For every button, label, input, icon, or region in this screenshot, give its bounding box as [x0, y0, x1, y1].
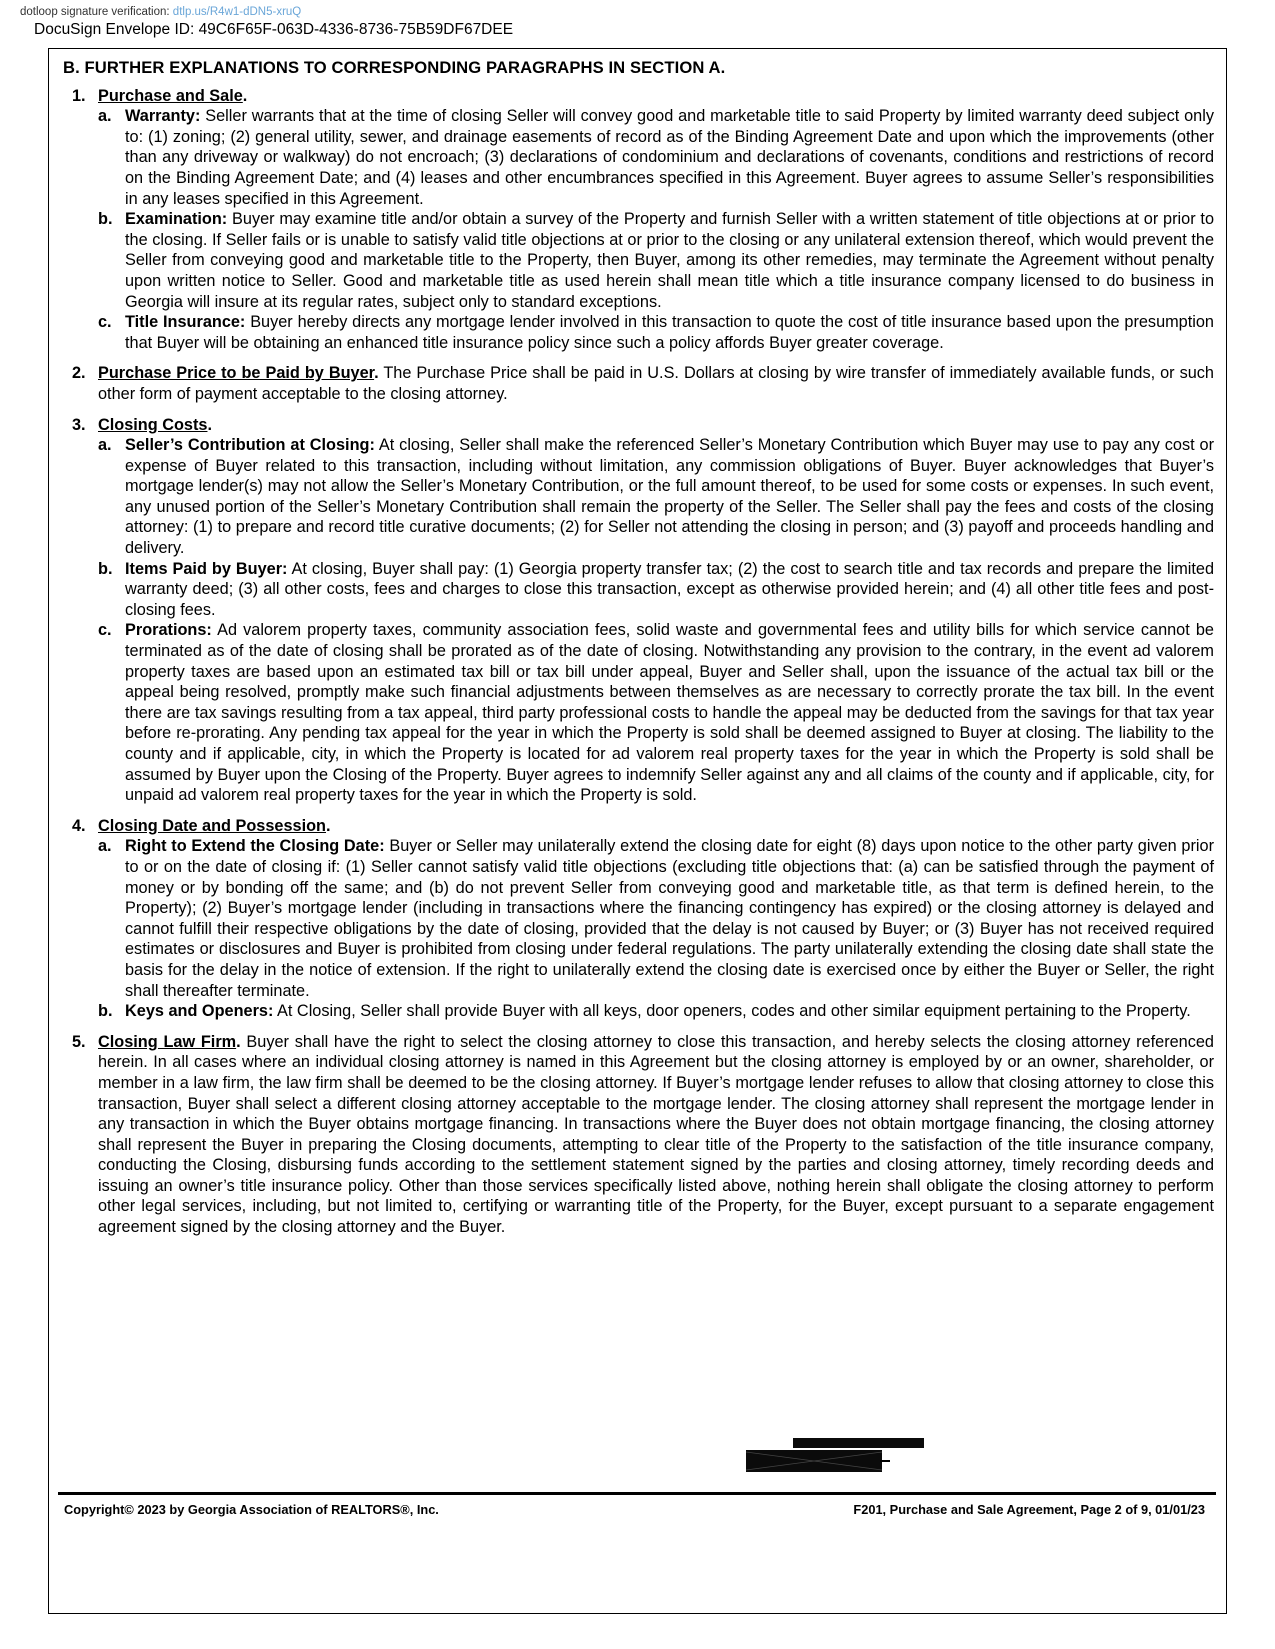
subparagraph-3a: a. Seller’s Contribution at Closing: At closing, Seller shall make the referenced Seller’s Monetary Contribution which Buyer may use to pay any cost or expense of Buyer related to this transaction, including without limitation, any commission obligations of Buyer. Buyer acknowledges that Buyer’s mortgage lender(s) may not allow the Seller’s Monetary Contribution, or the full amount thereof, to be used for some costs or expenses. In such event, any unused portion of the Seller’s Monetary Contribution shall remain the property of the Seller. The Seller shall pay the fees and costs of the closing attorney: (1) to prepare and record title curative documents; (2) for Seller not attending the closing in person; and (3) payoff and proceeds handling and delivery. [98, 436, 1214, 558]
paragraph-5: 5. Closing Law Firm. Buyer shall have the right to select the closing attorney to close this transaction, and hereby selects the closing attorney referenced herein. In all cases where an individual closing attorney is named in this Agreement but the closing attorney is employed by or an owner, shareholder, or member in a law firm, the law firm shall be deemed to be the closing attorney. If Buyer’s mortgage lender refuses to allow that closing attorney to close this transaction, Buyer shall select a different closing attorney acceptable to the mortgage lender. The closing attorney shall represent the mortgage lender in any transaction in which the Buyer obtains mortgage financing. In transactions where the Buyer does not obtain mortgage financing, the closing attorney shall represent the Buyer in preparing the Closing documents, attempting to clear title of the Property to the satisfaction of the title insurance company, conducting the Closing, disbursing funds according to the settlement statement signed by the parties and closing attorney, timely recording deeds and issuing an owner’s title insurance policy. Other than those services specifically listed above, nothing herein shall obligate the closing attorney to perform other legal services, including, but not limited to, certifying or warranting title of the Property, for the Buyer, except pursuant to a separate engagement agreement signed by the closing attorney and the Buyer. [62, 1032, 1214, 1238]
subparagraph-4a: a. Right to Extend the Closing Date: Buyer or Seller may unilaterally extend the closing date for eight (8) days upon notice to the other party given prior to or on the date of closing if: (1) Seller cannot satisfy valid title objections (excluding title objections that: (a) can be satisfied through the payment of money or by bonding off the same; and (b) do not prevent Seller from conveying good and marketable title, as that term is defined herein, to the Property); (2) Buyer’s mortgage lender (including in transactions where the financing contingency has expired) or the closing attorney is delayed and cannot fulfill their respective obligations by the date of closing, provided that the delay is not caused by Buyer; or (3) Buyer has not received required estimates or disclosures and Buyer is prohibited from closing under federal regulations. The party unilaterally extending the closing date shall state the basis for the delay in the notice of extension. If the right to unilaterally extend the closing date is exercised once by either the Buyer or Seller, the right shall thereafter terminate. [98, 837, 1214, 1000]
paragraph-number: 4. [72, 816, 86, 835]
paragraph-title: Closing Law Firm [98, 1032, 237, 1051]
footer-copyright: Copyright© 2023 by Georgia Association of REALTORS®, Inc. [64, 1502, 439, 1517]
paragraph-number: 3. [72, 415, 86, 434]
dotloop-verification [20, 6, 301, 18]
verification-link[interactable]: dtlp.us/R4w1-dDN5-xruQ [172, 6, 302, 18]
document-body [62, 58, 1214, 1238]
verification-prefix: dotloop signature verification: [20, 6, 173, 18]
section-title: B. FURTHER EXPLANATIONS TO CORRESPONDING PARAGRAPHS IN SECTION A. [63, 58, 726, 77]
docusign-envelope-id: DocuSign Envelope ID: 49C6F65F-063D-4336-8736-75B59DF67DEE [34, 21, 514, 38]
paragraph-number: 5. [72, 1032, 86, 1051]
subparagraph-1a: a. Warranty: Seller warrants that at the time of closing Seller will convey good and marketable title to said Property by limited warranty deed subject only to: (1) zoning; (2) general utility, sewer, and drainage easements of record as of the Binding Agreement Date and upon which the improvements (other than any driveway or walkway) do not encroach; (3) declarations of condominium and declarations of covenants, conditions and restrictions of record on the Binding Agreement Date; and (4) leases and other encumbrances specified in this Agreement. Buyer agrees to assume Seller’s responsibilities in any leases specified in this Agreement. [98, 107, 1214, 208]
subparagraph-3c: c. Prorations: Ad valorem property taxes, community association fees, solid waste and governmental fees and utility bills for which service cannot be terminated as of the date of closing shall be prorated as of the date of closing. Notwithstanding any provision to the contrary, in the event ad valorem property taxes are based upon an estimated tax bill or tax bill under appeal, Buyer and Seller shall, upon the issuance of the actual tax bill or the appeal being resolved, promptly make such financial adjustments between themselves as are necessary to correctly prorate the tax bill. In the event there are tax savings resulting from a tax appeal, third party professional costs to handle the appeal may be deducted from the savings for that tax year before re-prorating. Any pending tax appeal for the year in which the Property is sold shall be deemed assigned to Buyer at closing. The liability to the county and if applicable, city, in which the Property is located for ad valorem real property taxes for the year in which the Property is sold shall be assumed by Buyer upon the Closing of the Property. Buyer agrees to indemnify Seller against any and all claims of the county and if applicable, city, for unpaid ad valorem real property taxes for the year in which the Property is sold. [98, 621, 1214, 805]
redacted-initials-bar [793, 1438, 924, 1448]
paragraph-title: Purchase and Sale [98, 86, 243, 105]
paragraph-3: 3. Closing Costs. a. Seller’s Contribution at Closing: At closing, Seller shall make the referenced Seller’s Monetary Contribution which Buyer may use to pay any cost or expense of Buyer related to this transaction, including without limitation, any commission obligations of Buyer. Buyer acknowledges that Buyer’s mortgage lender(s) may not allow the Seller’s Monetary Contribution, or the full amount thereof, to be used for some costs or expenses. In such event, any unused portion of the Seller’s Monetary Contribution shall remain the property of the Seller. The Seller shall pay the fees and costs of the closing attorney: (1) to prepare and record title curative documents; (2) for Seller not attending the closing in person; and (3) payoff and proceeds handling and delivery. b. Items Paid by Buyer: At closing, Buyer shall pay: (1) Georgia property transfer tax; (2) the cost to search title and tax records and prepare the limited warranty deed; (3) all other costs, fees and charges to close this transaction, except as otherwise provided herein; and (4) all other title fees and post-closing fees. c. Prorations: Ad valorem property taxes, community association fees, solid waste and governmental fees and utility bills for which service cannot be terminated as of the date of closing shall be prorated as of the date of closing. Notwithstanding any provision to the contrary, in the event ad valorem property taxes are based upon an estimated tax bill or tax bill under appeal, Buyer and Seller shall, upon the issuance of the actual tax bill or the appeal being resolved, promptly make such financial adjustments between themselves as are necessary to correctly prorate the tax bill. In the event there are tax savings resulting from a tax appeal, third party professional costs to handle the appeal may be deducted from the savings for that tax year before re-prorating. Any pending tax appeal for the year in which the Property is sold shall be deemed assigned to Buyer at closing. The liability to the county and if applicable, city, in which the Property is located for ad valorem real property taxes for the year in which the Property is sold shall be assumed by Buyer upon the Closing of the Property. Buyer agrees to indemnify Seller against any and all claims of the county and if applicable, city, for unpaid ad valorem real property taxes for the year in which the Property is sold. [62, 415, 1214, 806]
paragraph-title: Closing Date and Possession [98, 816, 326, 835]
paragraph-1: 1. Purchase and Sale. a. Warranty: Seller warrants that at the time of closing Seller will convey good and marketable title to said Property by limited warranty deed subject only to: (1) zoning; (2) general utility, sewer, and drainage easements of record as of the Binding Agreement Date and upon which the improvements (other than any driveway or walkway) do not encroach; (3) declarations of condominium and declarations of covenants, conditions and restrictions of record on the Binding Agreement Date; and (4) leases and other encumbrances specified in this Agreement. Buyer agrees to assume Seller’s responsibilities in any leases specified in this Agreement. b. Examination: Buyer may examine title and/or obtain a survey of the Property and furnish Seller with a written statement of title objections at or prior to the closing. If Seller fails or is unable to satisfy valid title objections at or prior to the closing or any unilateral extension thereof, which would prevent the Seller from conveying good and marketable title to the Property, then Buyer, among its other remedies, may terminate the Agreement without penalty upon written notice to Seller. Good and marketable title as used herein shall mean title which a title insurance company licensed to do business in Georgia will insure at its regular rates, subject only to standard exceptions. c. Title Insurance: Buyer hereby directs any mortgage lender involved in this transaction to quote the cost of title insurance based upon the presumption that Buyer will be obtaining an enhanced title insurance policy since such a policy affords Buyer greater coverage. [62, 86, 1214, 354]
subparagraph-4b: b. Keys and Openers: At Closing, Seller shall provide Buyer with all keys, door openers, codes and other similar equipment pertaining to the Property. [98, 1002, 1191, 1021]
paragraph-number: 1. [72, 86, 86, 105]
paragraph-number: 2. [72, 364, 86, 383]
paragraph-4: 4. Closing Date and Possession. a. Right to Extend the Closing Date: Buyer or Seller may unilaterally extend the closing date for eight (8) days upon notice to the other party given prior to or on the date of closing if: (1) Seller cannot satisfy valid title objections (excluding title objections that: (a) can be satisfied through the payment of money or by bonding off the same; and (b) do not prevent Seller from conveying good and marketable title, as that term is defined herein, to the Property); (2) Buyer’s mortgage lender (including in transactions where the financing contingency has expired) or the closing attorney is delayed and cannot fulfill their respective obligations by the date of closing, provided that the delay is not caused by Buyer; or (3) Buyer has not received required estimates or disclosures and Buyer is prohibited from closing under federal regulations. The party unilaterally extending the closing date shall state the basis for the delay in the notice of extension. If the right to unilaterally extend the closing date is exercised once by either the Buyer or Seller, the right shall thereafter terminate. b. Keys and Openers: At Closing, Seller shall provide Buyer with all keys, door openers, codes and other similar equipment pertaining to the Property. [62, 816, 1214, 1022]
initials-line [880, 1460, 890, 1462]
footer-rule [58, 1492, 1216, 1495]
subparagraph-1b: b. Examination: Buyer may examine title and/or obtain a survey of the Property and furnish Seller with a written statement of title objections at or prior to the closing. If Seller fails or is unable to satisfy valid title objections at or prior to the closing or any unilateral extension thereof, which would prevent the Seller from conveying good and marketable title to the Property, then Buyer, among its other remedies, may terminate the Agreement without penalty upon written notice to Seller. Good and marketable title as used herein shall mean title which a title insurance company licensed to do business in Georgia will insure at its regular rates, subject only to standard exceptions. [98, 210, 1214, 311]
paragraph-title: Purchase Price to be Paid by Buyer [98, 364, 375, 383]
paragraph-2: 2. Purchase Price to be Paid by Buyer. The Purchase Price shall be paid in U.S. Dollars at closing by wire transfer of immediately available funds, or such other form of payment acceptable to the closing attorney. [62, 363, 1214, 404]
subparagraph-1c: c. Title Insurance: Buyer hereby directs any mortgage lender involved in this transaction to quote the cost of title insurance based upon the presumption that Buyer will be obtaining an enhanced title insurance policy since such a policy affords Buyer greater coverage. [98, 313, 1214, 352]
redaction-strike-icon [746, 1450, 882, 1472]
footer-form-info: F201, Purchase and Sale Agreement, Page 2 of 9, 01/01/23 [853, 1502, 1205, 1517]
paragraph-title: Closing Costs [98, 415, 208, 434]
subparagraph-3b: b. Items Paid by Buyer: At closing, Buyer shall pay: (1) Georgia property transfer tax; (2) the cost to search title and tax records and prepare the limited warranty deed; (3) all other costs, fees and charges to close this transaction, except as otherwise provided herein; and (4) all other title fees and post-closing fees. [98, 559, 1215, 619]
